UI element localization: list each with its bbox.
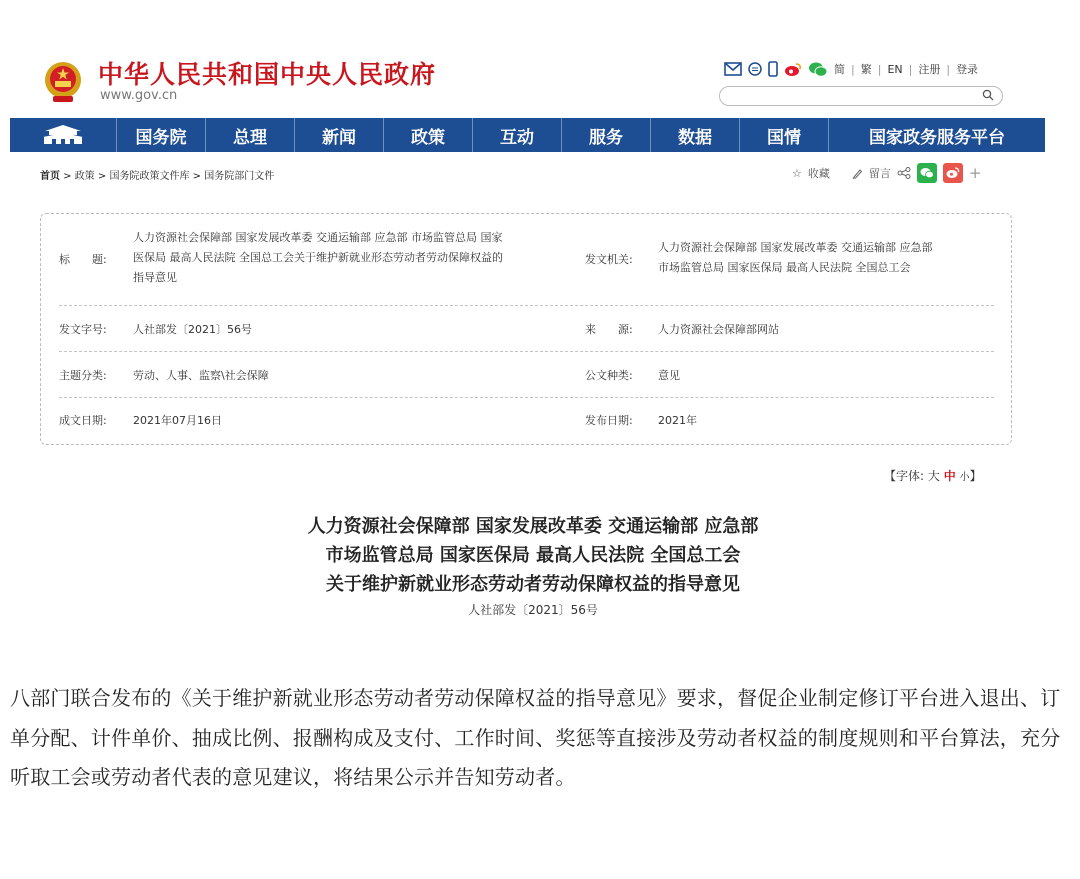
breadcrumb-item[interactable]: 国务院部门文件	[204, 171, 275, 182]
divider: |	[877, 62, 882, 76]
nav-item-data[interactable]: 数据	[651, 118, 740, 152]
main-nav	[10, 118, 1045, 152]
nav-item-policy[interactable]: 政策	[384, 118, 473, 152]
weibo-icon	[946, 167, 960, 179]
register-link[interactable]: 注册	[918, 63, 941, 76]
weibo-icon[interactable]	[784, 62, 802, 77]
document-title-line: 人力资源社会保障部 国家发展改革委 交通运输部 应急部	[307, 516, 759, 537]
docno-label: 发文字号:	[59, 323, 107, 336]
site-title[interactable]: 中华人民共和国中央人民政府	[98, 60, 437, 89]
title-value	[133, 228, 593, 288]
lang-simplified-link[interactable]: 简	[834, 63, 845, 76]
breadcrumb-item[interactable]: 国务院政策文件库	[109, 171, 190, 182]
type-value: 意见	[658, 369, 680, 382]
row-divider	[59, 305, 994, 306]
wechat-share-button[interactable]	[917, 163, 937, 183]
issuer-value	[658, 238, 998, 278]
lang-english-link[interactable]: EN	[887, 62, 903, 76]
title-value-line: 指导意见	[133, 271, 177, 284]
source-value: 人力资源社会保障部网站	[658, 323, 779, 336]
national-emblem-icon	[43, 60, 83, 104]
share-icon[interactable]	[897, 167, 911, 179]
type-label: 公文种类:	[585, 369, 633, 382]
topic-label: 主题分类:	[59, 369, 107, 382]
issuer-label: 发文机关:	[585, 253, 633, 266]
tiananmen-icon	[40, 124, 86, 146]
font-size-prefix: 【字体:	[884, 469, 925, 483]
breadcrumb-separator: >	[60, 171, 75, 182]
nav-home[interactable]	[10, 118, 117, 152]
breadcrumb-home[interactable]: 首页	[40, 171, 60, 182]
divider: |	[946, 62, 951, 76]
reader-icon[interactable]	[748, 62, 762, 76]
date-value: 2021年07月16日	[133, 414, 222, 427]
issuer-value-line: 市场监管总局 国家医保局 最高人民法院 全国总工会	[658, 261, 911, 274]
issuer-value-line: 人力资源社会保障部 国家发展改革委 交通运输部 应急部	[658, 241, 933, 254]
breadcrumb-item[interactable]: 政策	[74, 171, 95, 182]
pub-date-label: 发布日期:	[585, 414, 633, 427]
weibo-share-button[interactable]	[943, 163, 963, 183]
row-divider	[59, 351, 994, 352]
wechat-icon	[920, 167, 934, 179]
document-title-line: 关于维护新就业形态劳动者劳动保障权益的指导意见	[326, 574, 740, 595]
title-value-line: 人力资源社会保障部 国家发展改革委 交通运输部 应急部 市场监管总局 国家	[133, 231, 503, 244]
nav-item-interaction[interactable]: 互动	[473, 118, 562, 152]
pen-icon	[852, 168, 863, 179]
docno-value: 人社部发〔2021〕56号	[133, 323, 252, 336]
breadcrumb-separator: >	[94, 171, 110, 182]
document-title-line: 市场监管总局 国家医保局 最高人民法院 全国总工会	[325, 545, 741, 566]
font-size-suffix: 】	[969, 469, 982, 483]
login-link[interactable]: 登录	[956, 63, 979, 76]
document-number: 人社部发〔2021〕56号	[468, 603, 598, 617]
font-size-selector	[884, 467, 982, 484]
search-input[interactable]	[730, 88, 974, 104]
comment-link[interactable]: 留言	[868, 167, 891, 180]
pub-date-value: 2021年	[658, 414, 697, 427]
nav-item-state-council[interactable]: 国务院	[117, 118, 206, 152]
article-text: 八部门联合发布的《关于维护新就业形态劳动者劳动保障权益的指导意见》要求，督促企业制定修订平台进入退出、订单分配、计件单价、抽成比例、报酬构成及支付、工作时间、奖惩等直接涉及劳动者权益的制度规则和平台算法，充分听取工会或劳动者代表的意见建议，将结果公示并告知劳动者。	[10, 686, 1061, 789]
more-share-button[interactable]: +	[968, 164, 982, 182]
date-label: 成文日期:	[59, 414, 107, 427]
star-icon: ☆	[792, 166, 802, 180]
breadcrumb	[40, 167, 274, 182]
font-size-medium[interactable]: 中	[943, 469, 956, 483]
favorite-link[interactable]: 收藏	[807, 167, 830, 180]
divider: |	[851, 62, 855, 76]
font-size-large[interactable]: 大	[927, 469, 940, 483]
search-box	[719, 86, 1003, 106]
share-actions	[792, 162, 981, 184]
header-tools	[724, 60, 978, 78]
site-url[interactable]: www.gov.cn	[100, 88, 178, 103]
title-label: 标 题:	[59, 253, 107, 266]
search-icon[interactable]	[982, 89, 994, 101]
nav-item-news[interactable]: 新闻	[295, 118, 384, 152]
lang-traditional-link[interactable]: 繁	[860, 63, 872, 76]
nav-item-national-info[interactable]: 国情	[740, 118, 829, 152]
topic-value: 劳动、人事、监察\社会保障	[133, 369, 269, 382]
divider: |	[908, 62, 913, 76]
mobile-icon[interactable]	[768, 61, 778, 77]
nav-item-premier[interactable]: 总理	[206, 118, 295, 152]
document-metadata	[40, 213, 1012, 445]
row-divider	[59, 397, 994, 398]
wechat-icon[interactable]	[808, 62, 828, 77]
title-value-line: 医保局 最高人民法院 全国总工会关于维护新就业形态劳动者劳动保障权益的	[133, 251, 503, 264]
mail-icon[interactable]	[724, 62, 742, 76]
source-label: 来 源:	[585, 323, 633, 336]
nav-item-gov-service-platform[interactable]: 国家政务服务平台	[869, 127, 1005, 148]
font-size-small[interactable]: 小	[959, 472, 970, 483]
breadcrumb-separator: >	[189, 171, 205, 182]
nav-item-services[interactable]: 服务	[562, 118, 651, 152]
